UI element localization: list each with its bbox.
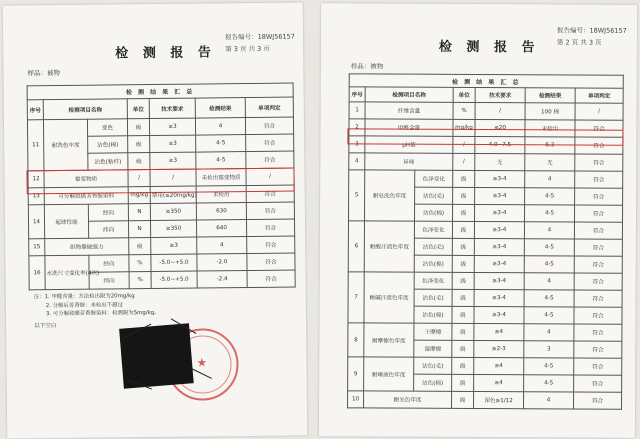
cell-verdict: 符合 (574, 205, 622, 222)
cell-sub: 沾色(棉) (414, 306, 452, 323)
cell-group: 起球性能 (44, 204, 88, 238)
cell-verdict: 符合 (247, 253, 295, 271)
cell-no: 9 (348, 357, 364, 391)
note-line: 3. 可分解致癌芳香胺染料：检测限为5mg/kg。 (45, 309, 160, 318)
seal-star-icon: ★ (196, 355, 208, 370)
cell-group: 耐唾液色牢度 (364, 357, 414, 391)
cell-req: ≥3-4 (474, 255, 524, 272)
table-row (348, 272, 622, 290)
cell-unit: 级 (452, 289, 474, 306)
table-row (349, 102, 623, 120)
cell-verdict: 符合 (247, 270, 295, 288)
table-caption: 检 测 结 果 汇 总 (27, 83, 293, 100)
cell-req: ≥4 (474, 357, 524, 374)
cell-unit: 级 (452, 391, 474, 408)
cell-name: 异味 (365, 153, 453, 170)
cell-req: ≥2-3 (474, 340, 524, 357)
sample-label: 样品：被物 (27, 68, 60, 78)
table-row (349, 153, 623, 171)
report-page-right (319, 3, 637, 438)
header-requirement: 技术要求 (475, 87, 525, 102)
table-row (349, 170, 623, 188)
cell-result: 4 (197, 237, 247, 255)
cell-unit: 级 (452, 357, 474, 374)
cell-unit: 级 (129, 238, 151, 255)
cell-unit: 级 (452, 323, 474, 340)
cell-req: -5.0~+5.0 (151, 254, 197, 271)
cell-result: 4 (525, 171, 575, 188)
note-line: 2. 分解后芳香胺：未检出不超过 (45, 301, 123, 309)
cell-sub: 沾色(粘纤) (88, 153, 128, 170)
cell-verdict: 符合 (574, 324, 622, 341)
cell-result: 4-5 (524, 256, 574, 273)
cell-verdict: 符合 (574, 273, 622, 290)
header-no: 序号 (27, 100, 43, 120)
cell-result: 630 (196, 203, 246, 221)
cell-verdict: 符合 (574, 239, 622, 256)
cell-unit: 级 (453, 170, 475, 187)
results-table (347, 73, 624, 409)
header-unit: 单位 (127, 99, 149, 119)
cell-req: -5.0~+5.0 (151, 271, 197, 288)
cell-req: 禁用(≤20mg/kg) (150, 186, 196, 203)
table-caption: 检 测 结 果 汇 总 (349, 74, 623, 88)
cell-req: / (475, 102, 525, 119)
signature-scribble (111, 308, 222, 399)
cell-name: 霉变物质 (44, 170, 128, 188)
cell-no: 11 (27, 120, 44, 171)
header-item: 检测项目名称 (43, 99, 127, 120)
cell-result: 4-5 (524, 375, 574, 392)
cell-result: 未检出 (525, 120, 575, 137)
cell-verdict: 符合 (574, 307, 622, 324)
cell-sub: 色泽变化 (414, 272, 452, 289)
cell-unit: 级 (452, 272, 474, 289)
cell-unit: 级 (452, 340, 474, 357)
header-unit: 单位 (453, 87, 475, 102)
cell-req: ≥3 (151, 237, 197, 254)
page-number: 第 2 页 共 3 页 (556, 38, 602, 47)
cell-unit: 级 (453, 187, 475, 204)
cell-sub: 纬向 (89, 221, 129, 238)
cell-no: 7 (348, 272, 364, 323)
cell-sub: 沾色(毛) (414, 238, 452, 255)
cell-result: 未检出 (196, 186, 246, 204)
cell-no: 10 (348, 391, 364, 408)
table-row (348, 323, 622, 341)
cell-unit: 级 (452, 255, 474, 272)
cell-no: 4 (349, 153, 365, 170)
cell-req: / (150, 169, 196, 186)
cell-unit: N (129, 221, 151, 238)
cell-result: 未检出霉变物质 (196, 169, 246, 187)
cell-verdict: / (246, 168, 294, 186)
cell-result: 4-5 (524, 239, 574, 256)
cell-result: 4-5 (196, 135, 246, 153)
cell-verdict: 符合 (246, 219, 294, 237)
cell-no: 8 (348, 323, 364, 357)
cell-no: 3 (349, 136, 365, 153)
cell-unit: % (129, 272, 151, 289)
cell-verdict: 符合 (247, 236, 295, 254)
cell-req: ≥3 (150, 152, 196, 169)
table-row (348, 391, 622, 409)
page-number: 第 3 页 共 3 页 (225, 44, 270, 54)
cell-unit: / (453, 153, 475, 170)
note-line: 注：1. 甲醛含量：方法检出限为20mg/kg (33, 293, 135, 301)
report-page-left (3, 2, 308, 438)
cell-result: 4-5 (196, 152, 246, 170)
cell-name: 耐光色牢度 (364, 391, 452, 408)
cell-req: ≥3 (149, 118, 195, 135)
cell-result: 4 (524, 392, 574, 409)
cell-req: ≥3-4 (474, 204, 524, 221)
cell-unit: 级 (127, 119, 149, 136)
cell-unit: N (128, 204, 150, 221)
cell-sub: 干摩擦 (414, 323, 452, 340)
cell-unit: 级 (452, 221, 474, 238)
cell-result: 4 (524, 222, 574, 239)
cell-result: 100 棉 (525, 103, 575, 120)
cell-group: 耐洗色牢度 (43, 119, 88, 170)
cell-req: ≥350 (150, 203, 196, 220)
cell-result: 4 (195, 118, 245, 136)
table-row (348, 357, 622, 375)
cell-sub: 经向 (89, 255, 129, 272)
cell-unit: 级 (452, 374, 474, 391)
cell-sub: 色泽变化 (414, 221, 452, 238)
cell-verdict: 符合 (575, 137, 623, 154)
cell-group: 耐酸汗渍色牢度 (364, 221, 414, 272)
cell-verdict: 符合 (574, 358, 622, 375)
cell-unit: mg/kg (453, 119, 475, 136)
cell-verdict: 符合 (574, 392, 622, 409)
cell-req: ≥3-4 (474, 306, 524, 323)
report-title: 检 测 报 告 (115, 45, 216, 62)
header-no: 序号 (349, 87, 365, 102)
cell-unit: % (129, 255, 151, 272)
cell-verdict: 符合 (246, 151, 294, 169)
report-number: 报告编号：18WJ56157 (225, 32, 295, 42)
cell-verdict: 符合 (245, 117, 293, 135)
highlight-box (26, 168, 294, 195)
cell-result: -2.0 (197, 254, 247, 272)
cell-verdict: 符合 (575, 154, 623, 171)
cell-name: 甲醛含量 (365, 119, 453, 136)
cell-result: 6.3 (525, 137, 575, 154)
cell-req: ≥3-4 (474, 221, 524, 238)
header-result: 检测结果 (525, 88, 575, 103)
cell-verdict: / (575, 103, 623, 120)
cell-name: 纤维含量 (365, 102, 453, 119)
highlight-box (347, 128, 623, 145)
cell-req: ≥3-4 (474, 272, 524, 289)
cell-verdict: 符合 (575, 171, 623, 188)
cell-result: 4-5 (524, 205, 574, 222)
cell-verdict: 符合 (246, 185, 294, 203)
cell-req: ≥3-4 (475, 170, 525, 187)
cell-group: 水洗尺寸变化率(4次) (45, 255, 89, 289)
cell-result: 4 (524, 273, 574, 290)
cell-unit: 级 (452, 204, 474, 221)
cell-req: ≥3-4 (475, 187, 525, 204)
cell-result: 4-5 (524, 307, 574, 324)
cell-verdict: 符合 (575, 188, 623, 205)
cell-no: 15 (29, 239, 45, 256)
cell-sub: 色泽变化 (415, 170, 453, 187)
cell-result: 无 (525, 154, 575, 171)
cell-result: 4 (524, 324, 574, 341)
report-number: 报告编号：18WJ56157 (556, 26, 627, 35)
cell-req: ≥3 (150, 135, 196, 152)
cell-result: -2.4 (197, 271, 247, 289)
cell-unit: / (128, 170, 150, 187)
cell-no: 12 (28, 171, 44, 188)
header-item: 检测项目名称 (365, 87, 453, 102)
cell-group: 耐皂洗色牢度 (364, 170, 414, 221)
cell-result: 4-5 (525, 188, 575, 205)
cell-sub: 纬向 (89, 272, 129, 289)
cell-verdict: 符合 (574, 290, 622, 307)
cell-sub: 沾色(毛) (414, 289, 452, 306)
header-result: 检测结果 (195, 98, 245, 119)
header-verdict: 单项判定 (245, 97, 293, 118)
cell-unit: / (453, 136, 475, 153)
cell-name: 织物撕破强力 (45, 238, 129, 256)
cell-unit: 级 (452, 306, 474, 323)
cell-req: 4.0~7.5 (475, 136, 525, 153)
cell-result: 4-5 (524, 290, 574, 307)
cell-req: ≤20 (475, 119, 525, 136)
cell-sub: 沾色(棉) (414, 204, 452, 221)
cell-sub: 沾色(棉) (414, 255, 452, 272)
cell-no: 2 (349, 119, 365, 136)
header-requirement: 技术要求 (149, 98, 195, 118)
cell-no: 5 (348, 170, 364, 221)
cell-no: 6 (348, 221, 364, 272)
report-title: 检 测 报 告 (438, 39, 540, 56)
cell-sub: 经向 (88, 204, 128, 221)
cell-req: ≥4 (474, 374, 524, 391)
sample-label: 样品：被物 (350, 62, 384, 71)
cell-req: ≥3-4 (474, 238, 524, 255)
cell-no: 1 (349, 102, 365, 119)
cell-unit: 级 (452, 238, 474, 255)
cell-unit: 级 (128, 153, 150, 170)
cell-verdict: 符合 (574, 256, 622, 273)
cell-sub: 变色 (87, 119, 127, 136)
cell-req: 深色≥1/12 (474, 391, 524, 408)
cell-unit: % (453, 102, 475, 119)
cell-sub: 沾色(棉) (414, 374, 452, 391)
cell-sub: 沾色(毛) (414, 357, 452, 374)
cell-name: pH值 (365, 136, 453, 153)
cell-verdict: 符合 (574, 375, 622, 392)
cell-verdict: 符合 (575, 120, 623, 137)
cell-req: 无 (475, 153, 525, 170)
cell-result: 640 (196, 220, 246, 238)
cell-result: 3 (524, 341, 574, 358)
cell-no: 16 (29, 256, 45, 290)
cell-no: 13 (28, 188, 44, 205)
cell-group: 耐摩擦色牢度 (364, 323, 414, 357)
cell-verdict: 符合 (246, 134, 294, 152)
table-row (348, 221, 622, 239)
cell-verdict: 符合 (246, 202, 294, 220)
cell-unit: mg/kg (128, 187, 150, 204)
cell-sub: 湿摩擦 (414, 340, 452, 357)
cell-req: ≥350 (151, 220, 197, 237)
cell-no: 14 (28, 205, 44, 239)
cell-verdict: 符合 (574, 341, 622, 358)
cell-sub: 沾色(棉) (88, 136, 128, 153)
cell-req: ≥3-4 (474, 289, 524, 306)
cell-result: 4-5 (524, 358, 574, 375)
cell-name: 可分解致癌芳香胺染料 (44, 187, 128, 205)
cell-unit: 级 (128, 136, 150, 153)
cell-req: ≥4 (474, 323, 524, 340)
blank-below-note: 以下空白 (34, 323, 57, 330)
cell-verdict: 符合 (574, 222, 622, 239)
cell-group: 耐碱汗渍色牢度 (364, 272, 414, 323)
cell-sub: 沾色(毛) (415, 187, 453, 204)
header-verdict: 单项判定 (575, 88, 623, 103)
